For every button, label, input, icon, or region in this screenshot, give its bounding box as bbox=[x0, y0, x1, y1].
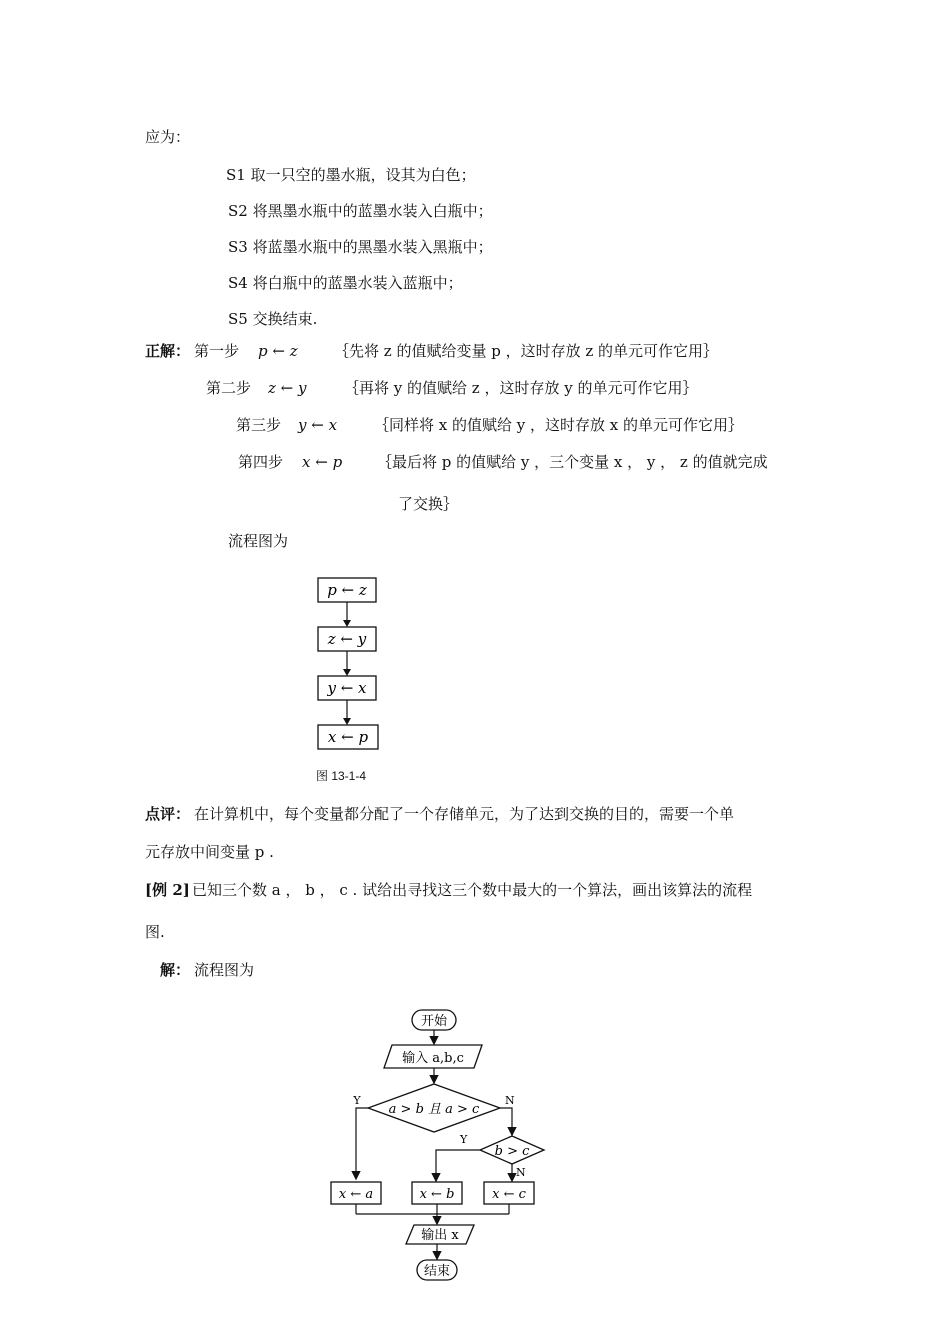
solution-note-4: ｛最后将 p 的值赋给 y ，三个变量 x ， y ， z 的值就完成 bbox=[377, 453, 768, 471]
arrow-icon bbox=[343, 669, 351, 676]
solution-step-3: 第三步 bbox=[236, 416, 282, 434]
flow-box-4 bbox=[318, 725, 378, 749]
decision-2-node bbox=[480, 1136, 544, 1164]
step-s3: S3 将蓝墨水瓶中的黑墨水装入黑瓶中； bbox=[228, 238, 493, 256]
solution-expr-4: x ← p bbox=[302, 453, 343, 471]
intro-text: 应为： bbox=[145, 128, 191, 146]
flow-intro-text: 流程图为 bbox=[228, 532, 289, 550]
output-node bbox=[406, 1225, 474, 1244]
input-label: 输入 a,b,c bbox=[402, 1051, 464, 1066]
solution-note-2: ｛再将 y 的值赋给 z ，这时存放 y 的单元可作它用｝ bbox=[344, 379, 698, 397]
solution-step-2: 第二步 bbox=[206, 379, 252, 397]
flow-box-3 bbox=[318, 676, 376, 700]
flow-box-2 bbox=[318, 627, 376, 651]
output-label: 输出 x bbox=[421, 1228, 459, 1243]
decision-2-yes: Y bbox=[460, 1133, 468, 1146]
flow-box-1 bbox=[318, 578, 376, 602]
decision-1-no: N bbox=[505, 1094, 515, 1107]
assign-b-node bbox=[412, 1182, 462, 1204]
solution-step-1: 第一步 bbox=[194, 342, 240, 360]
solution-note-3: ｛同样将 x 的值赋给 y ，这时存放 x 的单元可作它用｝ bbox=[374, 416, 744, 434]
assign-b-label: x ← b bbox=[419, 1187, 455, 1202]
swap-flowchart bbox=[300, 570, 410, 752]
step-s5: S5 交换结束. bbox=[228, 310, 318, 328]
flow-box-3-label: y ← x bbox=[327, 679, 367, 697]
assign-c-label: x ← c bbox=[492, 1187, 526, 1202]
solution-step-4: 第四步 bbox=[238, 453, 284, 471]
answer-label: 解： bbox=[160, 961, 191, 979]
answer-text: 流程图为 bbox=[194, 961, 255, 979]
comment-label: 点评： bbox=[145, 805, 191, 823]
decision-2-no: N bbox=[516, 1166, 526, 1179]
example-2-line-2: 图. bbox=[145, 923, 165, 941]
flow-box-4-label: x ← p bbox=[327, 728, 369, 746]
start-node bbox=[412, 1010, 456, 1030]
decision-2-label: b > c bbox=[494, 1144, 530, 1159]
start-label: 开始 bbox=[420, 1014, 448, 1029]
solution-continuation: 了交换｝ bbox=[398, 495, 459, 513]
example-2-line-1: 已知三个数 a ， b ， c . 试给出寻找这三个数中最大的一个算法，画出该算法的流程 bbox=[192, 881, 753, 899]
assign-a-node bbox=[331, 1182, 381, 1204]
step-s2: S2 将黑墨水瓶中的蓝墨水装入白瓶中； bbox=[228, 202, 493, 220]
end-label: 结束 bbox=[423, 1264, 451, 1279]
flow-box-1-label: p ← z bbox=[327, 581, 367, 599]
solution-label: 正解： bbox=[145, 342, 191, 360]
input-node bbox=[384, 1045, 482, 1068]
figure-caption: 图 13-1-4 bbox=[316, 769, 367, 783]
example-2-label: [例 2] bbox=[145, 881, 190, 899]
solution-expr-3: y ← x bbox=[298, 416, 338, 434]
solution-expr-1: p ← z bbox=[258, 342, 298, 360]
end-node bbox=[417, 1260, 457, 1280]
flow-box-2-label: z ← y bbox=[327, 630, 367, 648]
decision-1-node bbox=[368, 1084, 500, 1132]
comment-line-2: 元存放中间变量 p . bbox=[145, 843, 274, 861]
step-s4: S4 将白瓶中的蓝墨水装入蓝瓶中； bbox=[228, 274, 463, 292]
arrow-icon bbox=[343, 718, 351, 725]
solution-note-1: ｛先将 z 的值赋给变量 p ，这时存放 z 的单元可作它用｝ bbox=[334, 342, 719, 360]
decision-1-yes: Y bbox=[353, 1094, 361, 1107]
solution-expr-2: z ← y bbox=[268, 379, 307, 397]
decision-1-label: a > b 且 a > c bbox=[388, 1102, 480, 1117]
assign-c-node bbox=[484, 1182, 534, 1204]
arrow-icon bbox=[343, 620, 351, 627]
assign-a-label: x ← a bbox=[338, 1187, 374, 1202]
comment-line-1: 在计算机中，每个变量都分配了一个存储单元，为了达到交换的目的，需要一个单 bbox=[194, 805, 735, 823]
max-flowchart bbox=[320, 1000, 560, 1290]
step-s1: S1 取一只空的墨水瓶，设其为白色； bbox=[226, 166, 476, 184]
